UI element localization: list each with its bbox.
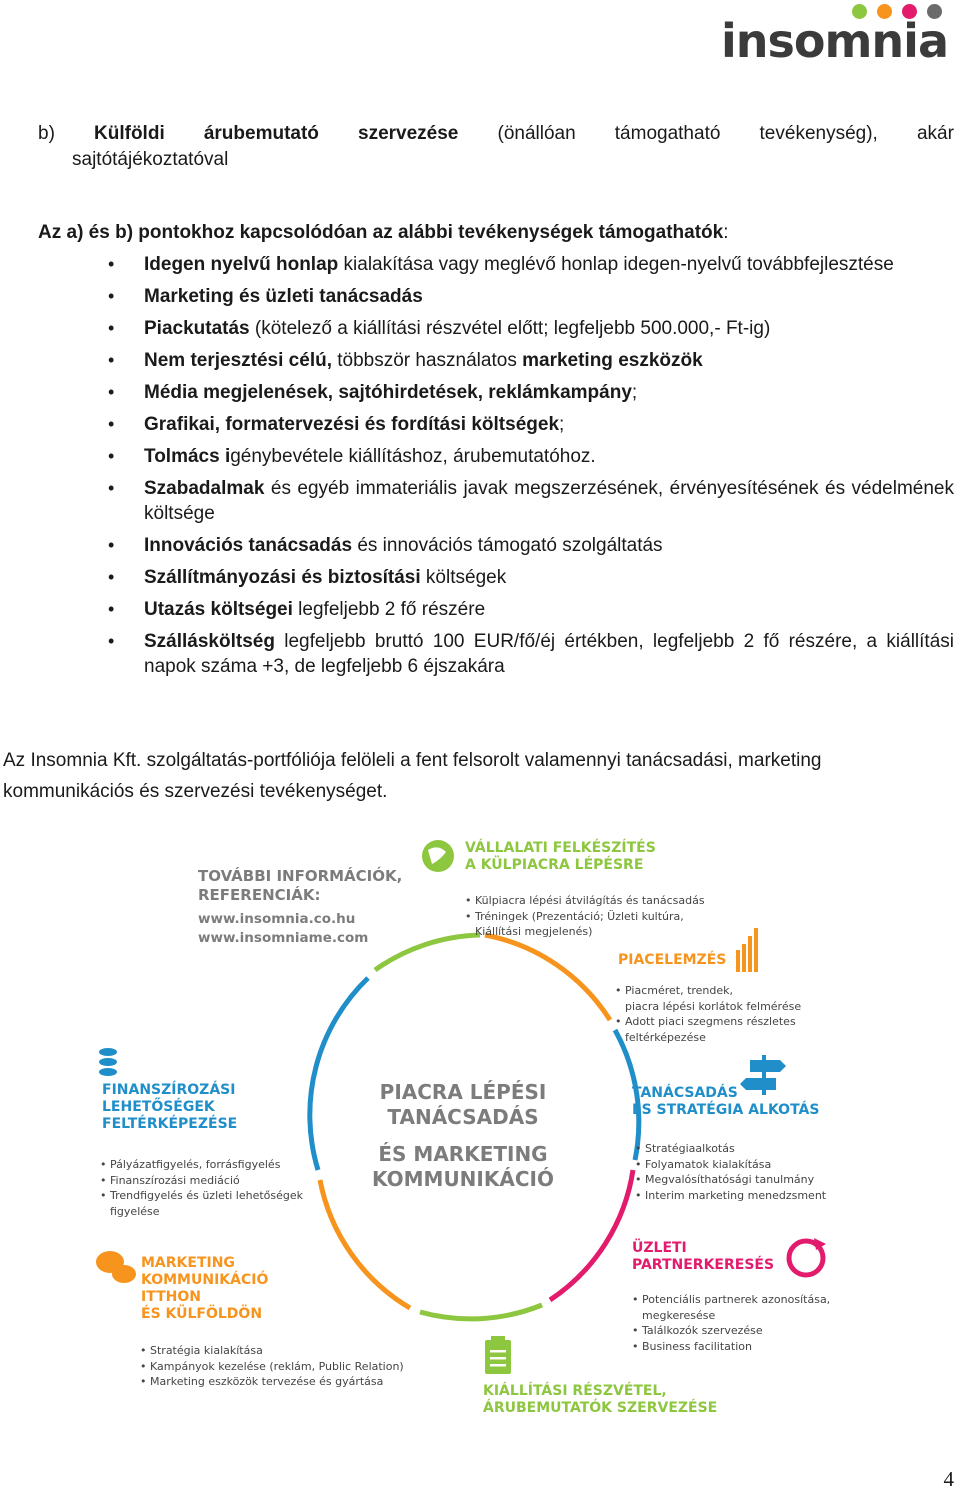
item-bold: Szállítmányozási és biztosítási [144,567,421,588]
list-item: • Pályázatfigyelés, forrásfigyelés [100,1157,303,1173]
intro-tail: : [723,222,729,243]
list-item [38,476,954,526]
segment-strategy-title [632,1085,819,1119]
list-item [38,629,954,679]
segment-market-analysis-title [618,952,726,969]
section-b-line1 [38,121,954,147]
section-b-title-word: Külföldi [94,123,165,144]
segment-corporate-prep-title [465,840,656,874]
closing-paragraph: Az Insomnia Kft. szolgáltatás-portfóliója felöleli a fent felsorolt valamennyi tanácsadási, marketing kommunikációs és szervezési tevékenységet. [3,750,822,802]
section-b-prefix: b) [38,123,55,144]
list-item [38,316,954,341]
section-b-title-word: szervezése [358,123,459,144]
item-bold: Média megjelenések, sajtóhirdetések, reklámkampány [144,382,632,403]
center-line: ÉS MARKETING [378,1142,548,1166]
list-item [38,444,954,469]
item-bold: Grafikai, formatervezési és fordítási költségek [144,414,560,435]
list-item: • Finanszírozási mediáció [100,1173,303,1189]
list-item: • Tréningek (Prezentáció; Üzleti kultúra, [465,909,705,925]
item-bold: Idegen nyelvű honlap [144,254,339,275]
section-b-line2: sajtótájékoztatóval [72,149,229,170]
item-bold: Piackutatás [144,318,250,339]
item-bold: Marketing és üzleti tanácsadás [144,286,423,307]
item-bold: Tolmács i [144,446,231,467]
segment-partner-search-list [632,1292,830,1354]
list-item: • Trendfigyelés és üzleti lehetőségek [100,1188,303,1204]
handshake-cycle-icon [789,1238,826,1275]
list-item: • Piacméret, trendek, [615,983,801,999]
section-b-word: tevékenység), [759,123,878,144]
item-text: kialakítása vagy meglévő honlap idegen-nyelvű továbbfejlesztése [338,254,894,275]
center-title [358,1080,568,1192]
center-line: PIACRA LÉPÉSI [379,1080,547,1104]
item-text: (kötelező a kiállítási részvétel előtt; legfeljebb 500.000,- Ft-ig) [249,318,771,339]
item-text: többször használatos [331,350,523,371]
list-item: • Megvalósíthatósági tanulmány [635,1172,826,1188]
list-item [38,252,954,277]
segment-partner-search-title [632,1240,774,1274]
item-bold: Szabadalmak [144,478,265,499]
segment-title-line: ÁRUBEMUTATÓK SZERVEZÉSE [483,1400,718,1416]
insomnia-logo [721,0,954,68]
list-item: • Marketing eszközök tervezése és gyártása [140,1374,404,1390]
segment-title-line: A KÜLPIACRA LÉPÉSRE [465,857,644,873]
coins-icon [99,1048,117,1076]
segment-marketing-comms-title [141,1255,268,1323]
list-item [38,533,954,558]
list-item: • Folyamatok kialakítása [635,1157,826,1173]
section-b-word: (önállóan [497,123,576,144]
list-item: Kiállítási megjelenés) [475,925,593,938]
arc-green [375,935,480,970]
center-line: KOMMUNIKÁCIÓ [372,1167,554,1191]
segment-strategy-list [635,1141,826,1203]
website-link[interactable]: www.insomniame.com [198,930,369,946]
intro-bold: Az a) és b) pontokhoz kapcsolódóan az alábbi tevékenységek támogathatók [38,222,724,243]
item-bold: Szállásköltség [144,631,275,652]
list-item [38,284,954,309]
service-infographic [90,830,850,1430]
segment-market-analysis-list [615,983,801,1045]
segment-title-line: FELTÉRKÉPEZÉSE [102,1116,238,1132]
item-bold: Nem terjesztési célú, [144,350,332,371]
list-item [38,597,954,622]
segment-title-line: VÁLLALATI FELKÉSZÍTÉS [465,840,656,856]
segment-title-line: PIACELEMZÉS [618,952,727,968]
clipboard-icon [485,1336,511,1374]
supported-activities-intro [38,220,729,246]
item-bold: Innovációs tanácsadás [144,535,353,556]
center-line: TANÁCSADÁS [387,1105,539,1129]
chat-bubbles-icon [96,1251,136,1283]
page-number: 4 [943,1467,954,1491]
list-item: • Kampányok kezelése (reklám, Public Relation) [140,1359,404,1375]
item-text: költségek [420,567,507,588]
item-bold-2: marketing eszközök [522,350,703,371]
segment-title-line: PARTNERKERESÉS [632,1257,775,1273]
list-item: feltérképezése [625,1030,706,1044]
section-b-word: támogatható [614,123,721,144]
list-item [38,380,954,405]
supported-activities-list [38,252,954,686]
section-b-heading [38,121,954,173]
logo-wordmark: insomnia [721,14,948,68]
segment-title-line: LEHETŐSÉGEK [102,1099,215,1115]
list-item: • Business facilitation [632,1339,830,1355]
segment-title-line: TANÁCSADÁS [632,1085,738,1101]
info-links [198,910,368,948]
list-item: • Stratégia kialakítása [140,1343,404,1359]
segment-corporate-prep-list [465,893,705,940]
bar-chart-icon [736,928,758,972]
list-item: figyelése [110,1204,160,1218]
website-link[interactable]: www.insomnia.co.hu [198,911,356,927]
arc-orange-left [320,1180,410,1308]
item-bold: Utazás költségei [144,599,293,620]
info-title-line: REFERENCIÁK: [198,886,321,904]
segment-title-line: FINANSZÍROZÁSI [102,1082,236,1098]
segment-title-line: KOMMUNIKÁCIÓ [141,1272,269,1288]
info-title [198,867,402,905]
list-item: • Interim marketing menedzsment [635,1188,826,1204]
list-item: • Adott piaci szegmens részletes [615,1014,801,1030]
center-spacer [358,1130,568,1142]
segment-title-line: MARKETING [141,1255,235,1271]
section-b-word: akár [916,123,954,144]
list-item: megkeresése [642,1308,716,1322]
segment-marketing-comms-list [140,1343,404,1390]
item-text: ; [559,414,565,435]
segment-title-line: ITTHON [141,1289,201,1305]
list-item [38,348,954,373]
item-text: és innovációs támogató szolgáltatás [352,535,663,556]
segment-title-line: ÜZLETI [632,1240,687,1256]
list-item: • Külpiacra lépési átvilágítás és tanácsadás [465,893,705,909]
list-item: • Potenciális partnerek azonosítása, [632,1292,830,1308]
arc-orange-top [485,935,610,1020]
list-item: piacra lépési korlátok felmérése [625,999,802,1013]
list-item [38,565,954,590]
segment-title-line: ÉS STRATÉGIA ALKOTÁS [632,1102,820,1118]
list-item: • Találkozók szervezése [632,1323,830,1339]
item-text: legfeljebb bruttó 100 EUR/fő/éj értékben, legfeljebb 2 fő részére, a kiállítási napok száma +3, de legfeljebb 6 éjszakára [144,631,954,677]
list-item: • Stratégiaalkotás [635,1141,826,1157]
segment-financing-title [102,1082,237,1133]
info-title-line: TOVÁBBI INFORMÁCIÓK, [198,867,403,885]
segment-financing-list [100,1157,303,1219]
segment-exhibitions-title [483,1383,717,1417]
arc-green-bottom [420,1305,542,1319]
item-text: legfeljebb 2 fő részére [292,599,486,620]
item-text: ; [631,382,638,403]
item-text: és egyéb immateriális javak megszerzésének, érvényesítésének és védelmének költsége [144,478,954,524]
segment-title-line: KIÁLLÍTÁSI RÉSZVÉTEL, [483,1383,667,1399]
list-item [38,412,954,437]
section-b-title-word: árubemutató [203,123,319,144]
item-text: génybevétele kiállításhoz, árubemutatóhoz. [230,446,596,467]
segment-title-line: ÉS KÜLFÖLDÖN [141,1306,263,1322]
